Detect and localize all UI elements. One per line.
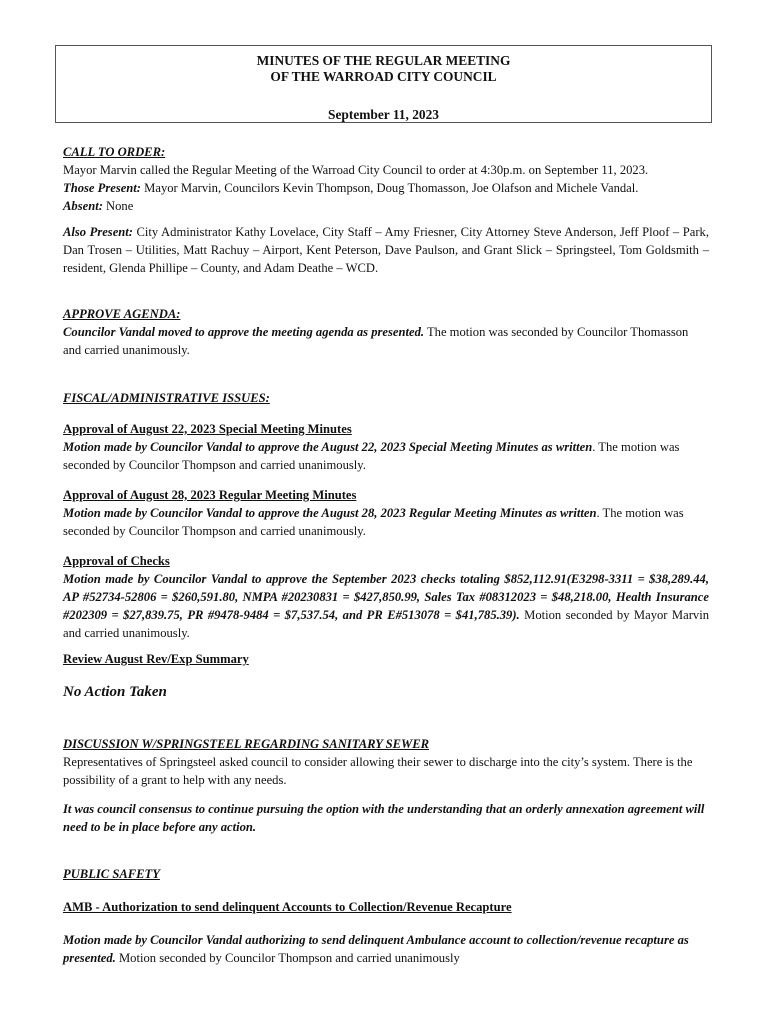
absent-label: Absent: (63, 199, 103, 213)
public-safety-heading (63, 865, 709, 883)
fiscal-item-2 (63, 486, 709, 540)
those-present (63, 179, 709, 197)
approve-agenda-heading: APPROVE AGENDA: (63, 307, 181, 321)
also-present-text: City Administrator Kathy Lovelace, City Staff – Amy Friesner, City Attorney Steve Anderson, Jeff Ploof – Park, Dan Trosen – Utilities, Matt Rachuy – Airport, Kent Peterson, Dave Paulson, and Grant Slick – Springsteel, Tom Goldsmith – resident, Glenda Phillipe – County, and Adam Deathe – WCD. (63, 225, 709, 275)
fiscal-item-1-rest: . The motion was seconded by Councilor Thompson and carried unanimously. (63, 440, 680, 472)
discussion-consensus: It was council consensus to continue pursuing the option with the understanding that an orderly annexation agreement will need to be in place before any action. (63, 802, 705, 834)
fiscal-item-1-title: Approval of August 22, 2023 Special Meeting Minutes (63, 422, 352, 436)
discussion-text: Representatives of Springsteel asked council to consider allowing their sewer to discharge into the city’s system. There is the possibility of a grant to help with any needs. (63, 755, 693, 787)
fiscal-item-1-motion: Motion made by Councilor Vandal to approve the August 22, 2023 Special Meeting Minutes as written (63, 440, 593, 454)
fiscal-item-2-title: Approval of August 28, 2023 Regular Meeting Minutes (63, 488, 357, 502)
title-line-2: OF THE WARROAD CITY COUNCIL (270, 69, 497, 84)
fiscal-item-2-text (63, 504, 709, 540)
fiscal-item-4-title: Review August Rev/Exp Summary (63, 652, 249, 666)
fiscal-item-3-text (63, 570, 709, 642)
fiscal-item-3-motion: Motion made by Councilor Vandal to approve the September 2023 checks totaling $852,112.91(E3298-3311 = $38,289.44, AP #52734-52806 = $260,591.80, NMPA #20230831 = $427,850.99, Sales Tax #08312023 = $48,218.00, Health Insurance #202309 = $27,839.75, PR #9478-9484 = $7,537.54, and PR E#513078 = $41,785.39). (63, 572, 709, 622)
fiscal-item-3 (63, 552, 709, 642)
fiscal-item-1-text (63, 438, 709, 474)
absent (63, 197, 709, 215)
call-to-order-heading: CALL TO ORDER: (63, 145, 166, 159)
fiscal-item-1 (63, 420, 709, 474)
approve-agenda-section (63, 305, 709, 359)
public-safety-motion: Motion made by Councilor Vandal authorizing to send delinquent Ambulance account to collection/revenue recapture as presented. (63, 933, 689, 965)
those-present-text: Mayor Marvin, Councilors Kevin Thompson, Doug Thomasson, Joe Olafson and Michele Vandal. (141, 181, 639, 195)
absent-text: None (102, 199, 134, 213)
title-line-1: MINUTES OF THE REGULAR MEETING (256, 53, 511, 68)
discussion-section (63, 735, 709, 789)
public-safety-rest: Motion seconded by Councilor Thompson and carried unanimously (115, 951, 460, 965)
fiscal-item-3-title: Approval of Checks (63, 554, 170, 568)
fiscal-heading (63, 389, 709, 407)
no-action-note: No Action Taken (63, 684, 167, 700)
call-to-order-text: Mayor Marvin called the Regular Meeting of the Warroad City Council to order at 4:30p.m. on September 11, 2023. (63, 163, 649, 177)
fiscal-heading-text: FISCAL/ADMINISTRATIVE ISSUES: (63, 391, 270, 405)
fiscal-item-4 (63, 650, 709, 668)
meeting-date: September 11, 2023 (328, 107, 439, 122)
discussion-heading: DISCUSSION W/SPRINGSTEEL REGARDING SANITARY SEWER (63, 737, 430, 751)
also-present-label: Also Present: (63, 225, 133, 239)
public-safety-item-title: AMB - Authorization to send delinquent Accounts to Collection/Revenue Recapture (63, 900, 512, 914)
public-safety-item-text (63, 931, 709, 967)
call-to-order-section (63, 143, 709, 215)
approve-agenda-text (63, 323, 709, 359)
fiscal-item-3-rest: Motion seconded by Mayor Marvin and carried unanimously. (63, 608, 709, 640)
approve-agenda-motion: Councilor Vandal moved to approve the meeting agenda as presented. (63, 325, 425, 339)
public-safety-heading-text: PUBLIC SAFETY (63, 867, 160, 881)
those-present-label: Those Present: (63, 181, 142, 195)
also-present (63, 223, 709, 277)
fiscal-item-2-rest: . The motion was seconded by Councilor Thompson and carried unanimously. (63, 506, 684, 538)
approve-agenda-rest: The motion was seconded by Councilor Thomasson and carried unanimously. (63, 325, 689, 357)
fiscal-item-2-motion: Motion made by Councilor Vandal to approve the August 28, 2023 Regular Meeting Minutes as written (63, 506, 597, 520)
title-box (55, 45, 712, 123)
